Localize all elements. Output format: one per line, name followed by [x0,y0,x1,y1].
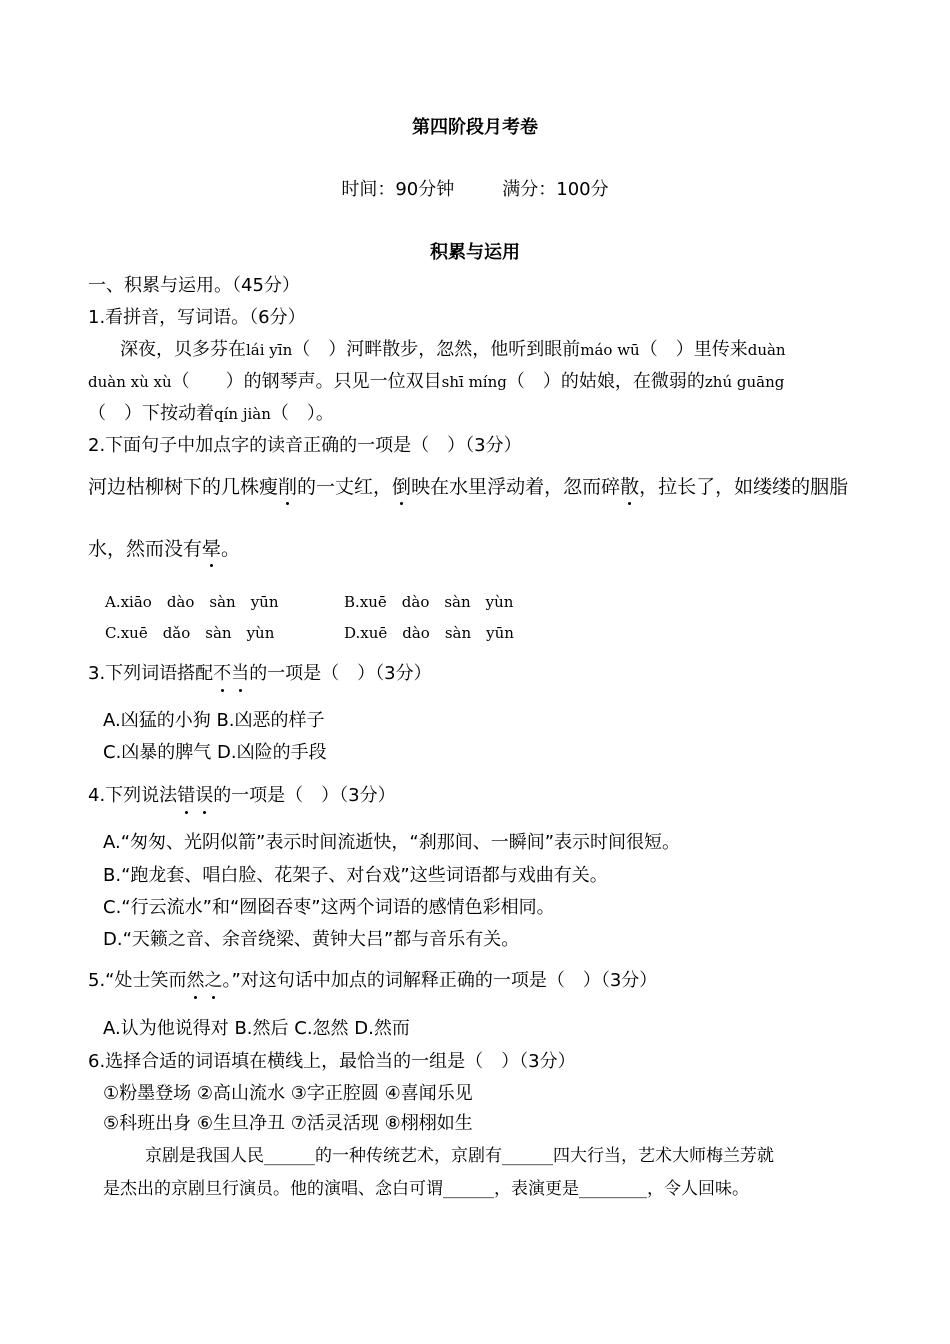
dotted-char: 削 [278,476,298,498]
dotted-char: 当 [231,663,250,684]
dotted-char: 误 [195,785,214,806]
dotted-char: 然 [186,970,205,991]
pinyin: duàn xù xù [88,373,172,391]
option-a: A.认为他说得对 [103,1018,229,1039]
q2-option-c: C.xuē dǎo sàn yùn [105,624,275,642]
q3-heading [88,662,432,686]
dotted-char: 不 [213,663,232,684]
text: 的一项是（ ）（3分） [213,785,396,806]
q4-option-b: B.“跑龙套、唱白脸、花架子、对台戏”这些词语都与戏曲有关。 [103,865,608,886]
option-b: B.凶恶的样子 [216,710,325,731]
q1-heading: 1.看拼音，写词语。（6分） [88,307,306,328]
text: 的一丈红， [297,476,393,498]
full-score: 满分：100分 [502,179,609,200]
dotted-char: 晕 [202,538,222,560]
text: 的一项是（ ）（3分） [249,663,432,684]
text: 5.“处士笑而 [88,970,187,991]
text: （ ）下按动着 [88,403,214,424]
section-title: 积累与运用 [430,242,520,263]
q6-word-list: ①粉墨登场 ②高山流水 ③字正腔圆 ④喜闻乐见 [103,1083,473,1104]
text: 水，然而没有 [88,538,203,560]
option-d: D.然而 [354,1018,410,1039]
q2-heading: 2.下面句子中加点字的读音正确的一项是（ ）（3分） [88,435,522,456]
page-title: 第四阶段月考卷 [412,117,538,138]
text: 。”对这句话中加点的词解释正确的一项是（ ）（3分） [222,970,658,991]
q5-heading [88,969,657,993]
dotted-char: 倒 [392,476,412,498]
q4-option-d: D.“天籁之音、余音绕梁、黄钟大吕”都与音乐有关。 [103,929,520,950]
q3-options [103,741,327,765]
option-b: B.然后 [234,1018,289,1039]
text: （ ）里传来 [639,339,748,360]
q1-line [88,370,784,394]
q6-passage: 京剧是我国人民______的一种传统艺术，京剧有______四大行当，艺术大师梅兰芳就 [145,1146,774,1166]
q2-sentence [88,475,848,499]
text: ，拉长了，如缕缕的胭脂 [639,476,849,498]
pinyin: lái yīn [246,341,293,359]
q5-options [103,1017,410,1041]
q3-options [103,709,325,733]
dotted-char: 散 [620,476,640,498]
q6-passage: 是杰出的京剧旦行演员。他的演唱、念白可谓______，表演更是________，令人回味。 [103,1179,749,1199]
pinyin: shī míng [441,373,507,391]
dotted-char: 之 [204,970,223,991]
text: 映在水里浮动着，忽而碎 [411,476,621,498]
q4-option-c: C.“行云流水”和“囫囵吞枣”这两个词语的感情色彩相同。 [103,897,555,918]
q1-line [120,338,786,362]
pinyin: duàn [747,341,786,359]
pinyin: zhú guāng [704,373,785,391]
part-heading: 一、积累与运用。（45分） [88,275,300,296]
pinyin: máo wū [580,341,640,359]
q4-option-a: A.“匆匆、光阴似箭”表示时间流逝快，“刹那间、一瞬间”表示时间很短。 [103,832,681,853]
text: 河边枯柳树下的几株瘦 [88,476,279,498]
q2-option-a: A.xiāo dào sàn yūn [105,593,279,611]
text: 3.下列词语搭配 [88,663,214,684]
q4-heading [88,784,396,808]
q2-sentence [88,537,240,561]
option-c: C.忽然 [294,1018,349,1039]
text: （ ）。 [270,403,334,424]
q6-word-list: ⑤科班出身 ⑥生旦净丑 ⑦活灵活现 ⑧栩栩如生 [103,1113,473,1134]
time-limit: 时间：90分钟 [341,179,455,200]
option-a: A.凶猛的小狗 [103,710,211,731]
text: 4.下列说法 [88,785,178,806]
text: （ ）河畔散步，忽然，他听到眼前 [292,339,581,360]
q6-heading: 6.选择合适的词语填在横线上，最恰当的一组是（ ）（3分） [88,1051,576,1072]
dotted-char: 错 [177,785,196,806]
text: 。 [221,538,241,560]
q2-option-b: B.xuē dào sàn yùn [344,593,514,611]
pinyin: qín jiàn [214,405,271,423]
option-d: D.凶险的手段 [217,742,327,763]
q1-line [88,402,334,426]
text: （ ）的姑娘，在微弱的 [506,371,705,392]
option-c: C.凶暴的脾气 [103,742,212,763]
text: （ ）的钢琴声。只见一位双目 [171,371,442,392]
exam-meta [0,178,950,202]
text: 深夜，贝多芬在 [120,339,246,360]
q2-option-d: D.xuē dào sàn yūn [344,624,514,642]
